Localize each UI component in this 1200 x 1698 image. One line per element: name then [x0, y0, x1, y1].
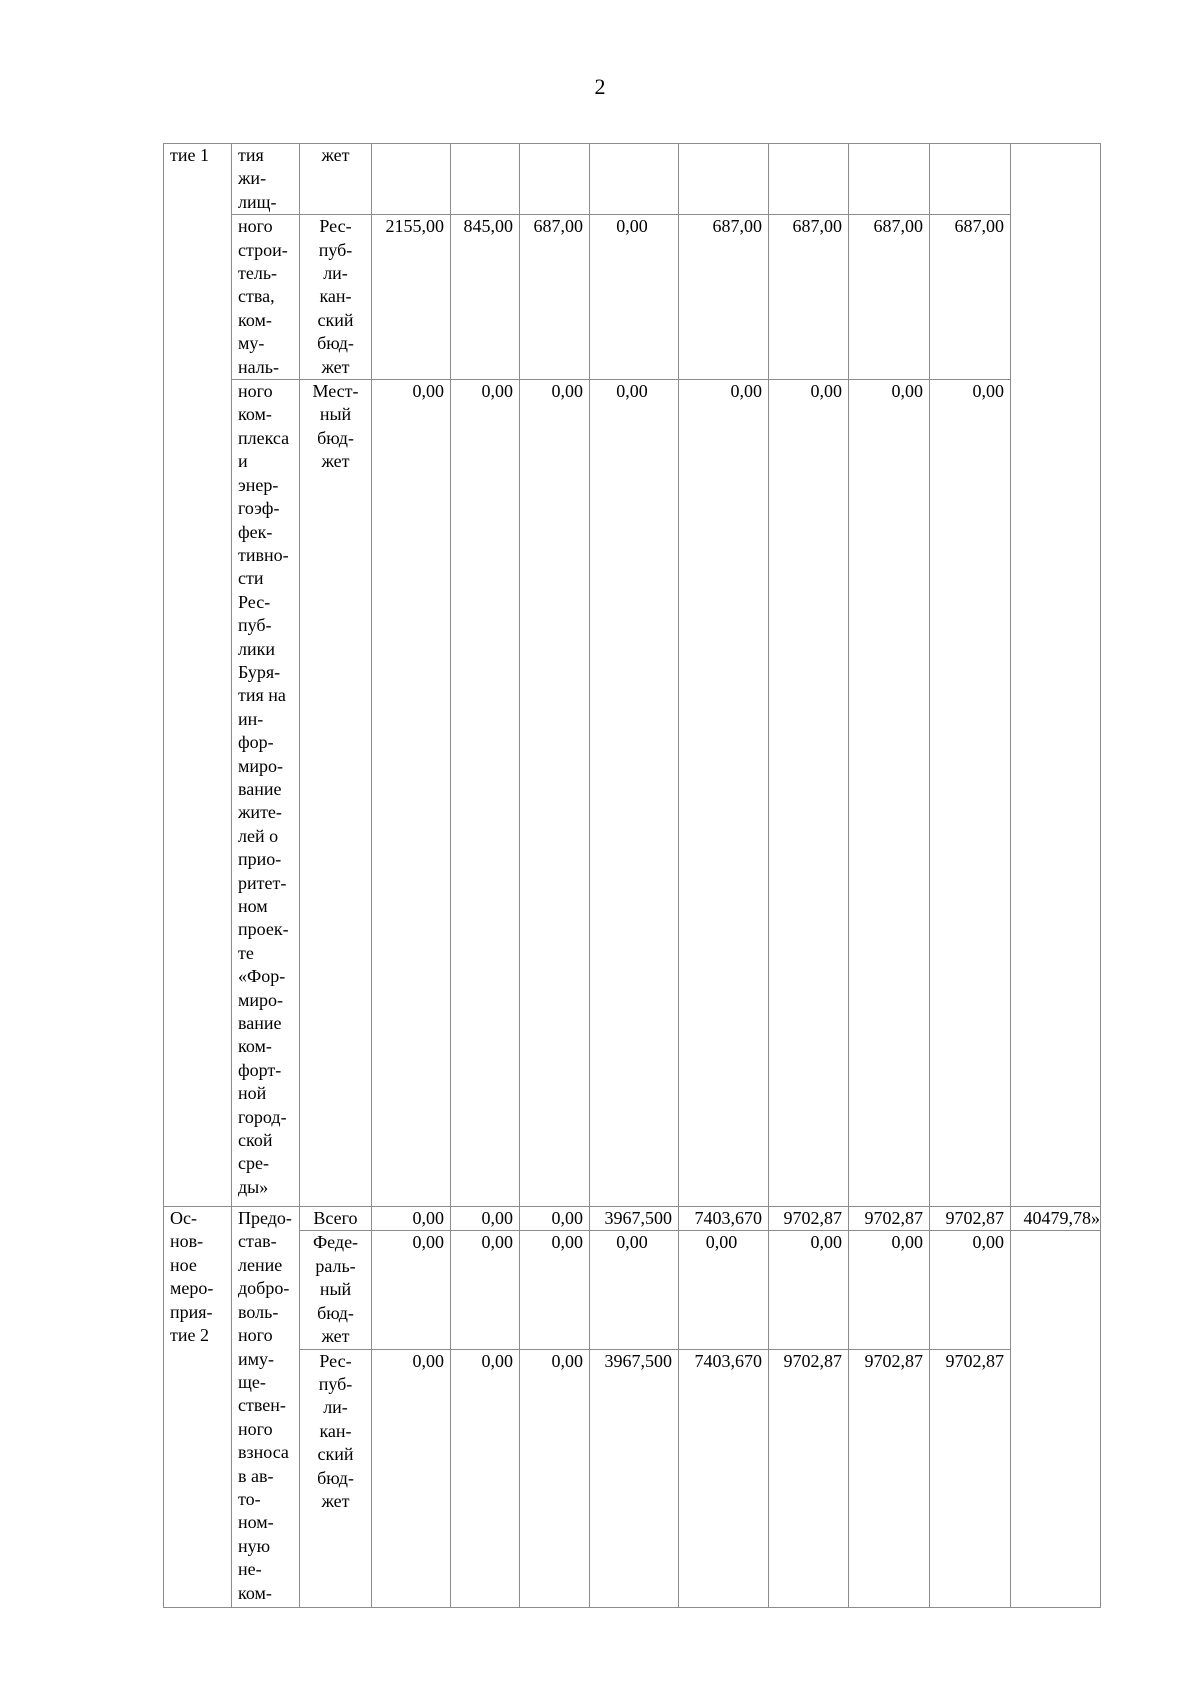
value-cell: 687,00 — [769, 215, 849, 380]
value-cell — [372, 144, 451, 215]
value-cell: 0,00 — [372, 1207, 451, 1231]
value-cell: 3967,500 — [590, 1207, 679, 1231]
value-cell: 0,00 — [590, 215, 679, 380]
source-cell: жет — [300, 144, 372, 215]
value-cell: 0,00 — [372, 380, 451, 1207]
event-cell: Ос- нов- ное меро- прия- тие 2 — [164, 1207, 232, 1607]
value-cell: 0,00 — [520, 1207, 590, 1231]
value-cell: 9702,87 — [849, 1207, 930, 1231]
value-cell: 9702,87 — [930, 1207, 1011, 1231]
value-cell: 0,00 — [590, 380, 679, 1207]
value-cell: 0,00 — [930, 380, 1011, 1207]
value-cell: 0,00 — [679, 1231, 769, 1349]
value-cell: 9702,87 — [930, 1349, 1011, 1607]
source-cell: Рес- пуб- ли- кан- ский бюд- жет — [300, 215, 372, 380]
table-row — [164, 380, 1101, 1207]
total-cell: 40479,78» — [1011, 1207, 1101, 1231]
value-cell: 0,00 — [520, 1231, 590, 1349]
table-row — [164, 1231, 1101, 1349]
value-cell: 9702,87 — [769, 1349, 849, 1607]
value-cell: 0,00 — [769, 380, 849, 1207]
value-cell: 687,00 — [679, 215, 769, 380]
value-cell — [520, 144, 590, 215]
value-cell: 0,00 — [520, 1349, 590, 1607]
value-cell — [849, 144, 930, 215]
financing-table-wrapper — [163, 143, 1101, 1608]
source-cell: Мест- ный бюд- жет — [300, 380, 372, 1207]
value-cell: 687,00 — [849, 215, 930, 380]
value-cell: 3967,500 — [590, 1349, 679, 1607]
value-cell: 0,00 — [849, 1231, 930, 1349]
value-cell — [930, 144, 1011, 215]
table-row — [164, 215, 1101, 380]
value-cell: 0,00 — [679, 380, 769, 1207]
name-cell: Предо- став- ление добро- воль- ного иму- ще- ствен- ного взноса в ав- то- ном- ную не- ком- — [232, 1207, 300, 1607]
source-cell: Рес- пуб- ли- кан- ский бюд- жет — [300, 1349, 372, 1607]
value-cell: 0,00 — [451, 380, 520, 1207]
value-cell — [590, 144, 679, 215]
page-number: 2 — [594, 74, 606, 99]
value-cell: 0,00 — [372, 1231, 451, 1349]
value-cell: 7403,670 — [679, 1207, 769, 1231]
value-cell: 687,00 — [520, 215, 590, 380]
table-row — [164, 144, 1101, 215]
value-cell: 0,00 — [451, 1207, 520, 1231]
name-cell: ного ком- плекса и энер- гоэф- фек- тивно- сти Рес- пуб- лики Буря- тия на ин- фор- миро- вание жите- лей о прио- ритет- ном проек- те «Фор- миро- вание ком- форт- ной город- ской сре- ды» — [232, 380, 300, 1207]
value-cell — [769, 144, 849, 215]
total-cell — [1011, 144, 1101, 1207]
value-cell: 0,00 — [520, 380, 590, 1207]
value-cell: 687,00 — [930, 215, 1011, 380]
value-cell: 0,00 — [849, 380, 930, 1207]
value-cell: 0,00 — [451, 1231, 520, 1349]
value-cell: 7403,670 — [679, 1349, 769, 1607]
value-cell: 0,00 — [451, 1349, 520, 1607]
total-cell — [1011, 1231, 1101, 1607]
value-cell — [679, 144, 769, 215]
value-cell: 0,00 — [930, 1231, 1011, 1349]
event-cell: тие 1 — [164, 144, 232, 1207]
value-cell: 0,00 — [372, 1349, 451, 1607]
source-cell: Феде- раль- ный бюд- жет — [300, 1231, 372, 1349]
value-cell: 0,00 — [590, 1231, 679, 1349]
value-cell: 9702,87 — [769, 1207, 849, 1231]
source-cell: Всего — [300, 1207, 372, 1231]
name-cell: ного строи- тель- ства, ком- му- наль- — [232, 215, 300, 380]
value-cell — [451, 144, 520, 215]
value-cell: 0,00 — [769, 1231, 849, 1349]
table-row — [164, 1207, 1101, 1231]
value-cell: 845,00 — [451, 215, 520, 380]
table-row — [164, 1349, 1101, 1607]
financing-table — [163, 143, 1101, 1608]
value-cell: 9702,87 — [849, 1349, 930, 1607]
value-cell: 2155,00 — [372, 215, 451, 380]
name-cell: тия жи- лищ- — [232, 144, 300, 215]
